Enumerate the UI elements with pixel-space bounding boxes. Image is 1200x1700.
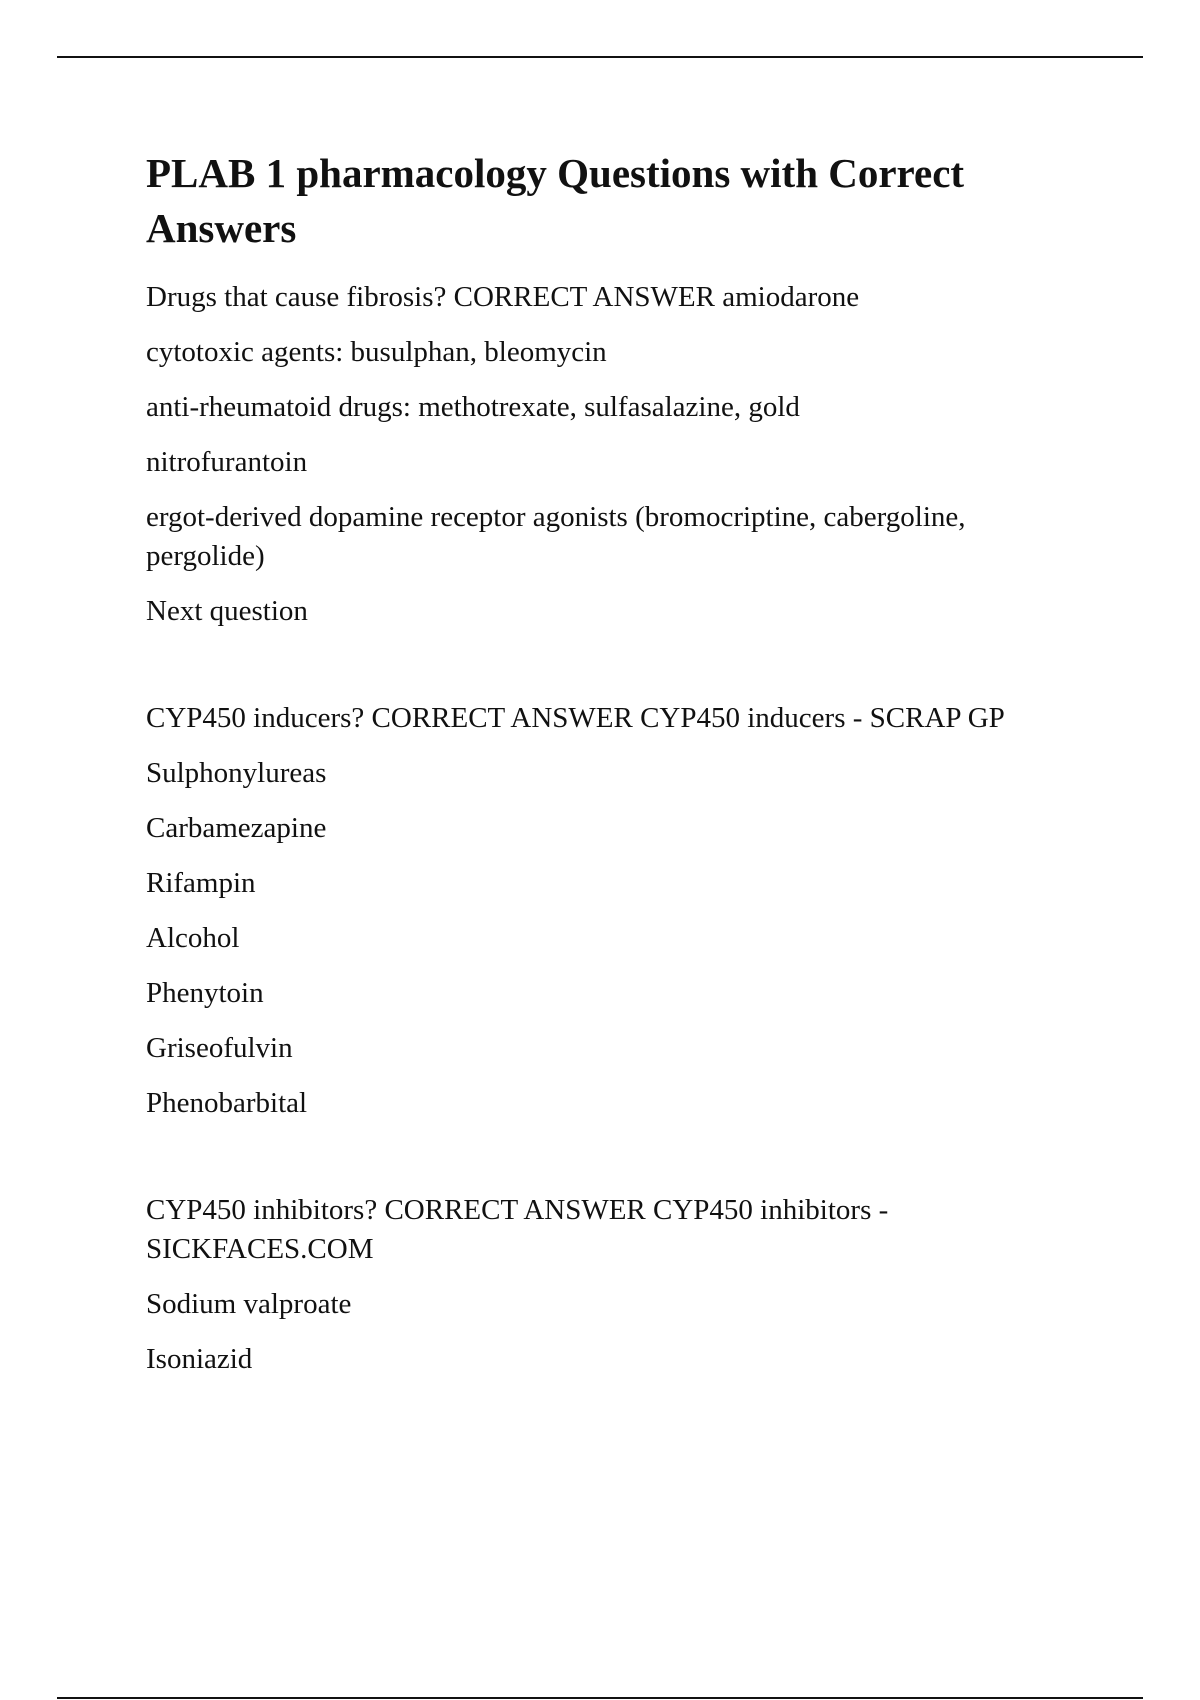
answer-line: Alcohol <box>146 922 240 954</box>
answer-line: Sulphonylureas <box>146 757 327 789</box>
section-spacer <box>146 647 1086 699</box>
question-cyp450-inducers: CYP450 inducers? CORRECT ANSWER CYP450 inducers - SCRAP GP <box>146 702 1005 734</box>
answer-line: ergot-derived dopamine receptor agonists (bromocriptine, cabergoline, pergolide) <box>146 501 966 572</box>
answer-line: Phenytoin <box>146 977 264 1009</box>
answer-line: nitrofurantoin <box>146 446 308 478</box>
answer-line: Phenobarbital <box>146 1087 308 1119</box>
top-divider <box>57 56 1143 58</box>
answer-line: anti-rheumatoid drugs: methotrexate, sulfasalazine, gold <box>146 391 800 423</box>
answer-line: Griseofulvin <box>146 1032 293 1064</box>
document-title: PLAB 1 pharmacology Questions with Correct Answers <box>146 150 965 251</box>
answer-line: cytotoxic agents: busulphan, bleomycin <box>146 336 607 368</box>
bottom-divider <box>57 1697 1143 1699</box>
question-cyp450-inhibitors: CYP450 inhibitors? CORRECT ANSWER CYP450 inhibitors - SICKFACES.COM <box>146 1194 889 1265</box>
question-fibrosis: Drugs that cause fibrosis? CORRECT ANSWER amiodarone <box>146 281 860 313</box>
answer-line: Carbamezapine <box>146 812 327 844</box>
answer-line: Next question <box>146 595 308 627</box>
section-spacer <box>146 1139 1086 1191</box>
document-body <box>146 146 1086 1395</box>
answer-line: Rifampin <box>146 867 256 899</box>
answer-line: Isoniazid <box>146 1343 253 1375</box>
answer-line: Sodium valproate <box>146 1288 352 1320</box>
